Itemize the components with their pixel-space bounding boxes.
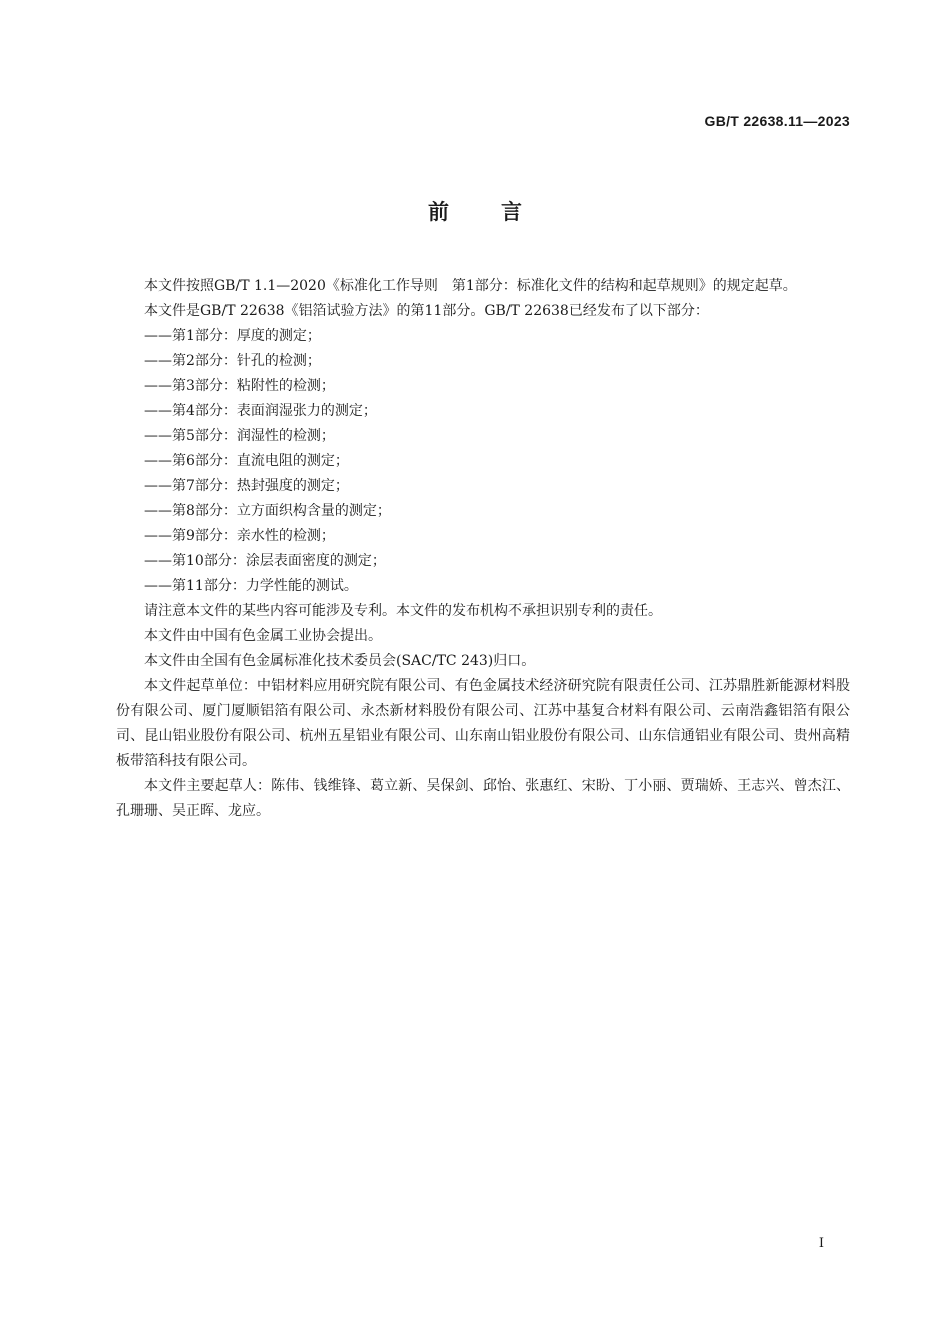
paragraph-drafting-units: 本文件起草单位：中铝材料应用研究院有限公司、有色金属技术经济研究院有限责任公司、江苏鼎胜新能源材料股份有限公司、厦门厦顺铝箔有限公司、永杰新材料股份有限公司、江苏中基复合材料有限公司、云南浩鑫铝箔有限公司、昆山铝业股份有限公司、杭州五星铝业有限公司、山东南山铝业股份有限公司、山东信通铝业有限公司、贵州高精板带箔科技有限公司。: [116, 678, 850, 769]
paragraph-drafters: 本文件主要起草人：陈伟、钱维锋、葛立新、吴保剑、邱怡、张惠红、宋盼、丁小丽、贾瑞娇、王志兴、曾杰江、孔珊珊、吴正晖、龙应。: [116, 778, 850, 819]
list-item: ——第7部分：热封强度的测定；: [144, 478, 349, 494]
list-item: ——第1部分：厚度的测定；: [144, 328, 321, 344]
parts-list: [116, 324, 850, 599]
foreword-body: [116, 274, 850, 824]
list-item: ——第6部分：直流电阻的测定；: [144, 453, 349, 469]
paragraph-drafting-rules: 本文件按照GB/T 1.1—2020《标准化工作导则 第1部分：标准化文件的结构和起草规则》的规定起草。: [144, 278, 797, 294]
list-item: ——第11部分：力学性能的测试。: [144, 578, 358, 594]
page-title: 前言: [428, 200, 574, 224]
list-item: ——第2部分：针孔的检测；: [144, 353, 321, 369]
list-item: ——第5部分：润湿性的检测；: [144, 428, 335, 444]
list-item: ——第8部分：立方面织构含量的测定；: [144, 503, 391, 519]
paragraph-proposer: 本文件由中国有色金属工业协会提出。: [144, 628, 382, 644]
list-item: ——第4部分：表面润湿张力的测定；: [144, 403, 377, 419]
list-item: ——第3部分：粘附性的检测；: [144, 378, 335, 394]
paragraph-technical-committee: 本文件由全国有色金属标准化技术委员会(SAC/TC 243)归口。: [144, 653, 536, 669]
list-item: ——第9部分：亲水性的检测；: [144, 528, 335, 544]
paragraph-patent-notice: 请注意本文件的某些内容可能涉及专利。本文件的发布机构不承担识别专利的责任。: [144, 603, 662, 619]
list-item: ——第10部分：涂层表面密度的测定；: [144, 553, 386, 569]
paragraph-series-intro: 本文件是GB/T 22638《铝箔试验方法》的第11部分。GB/T 22638已经发布了以下部分：: [144, 303, 709, 319]
standard-number: GB/T 22638.11—2023: [704, 113, 850, 129]
page-number: I: [818, 1236, 824, 1251]
